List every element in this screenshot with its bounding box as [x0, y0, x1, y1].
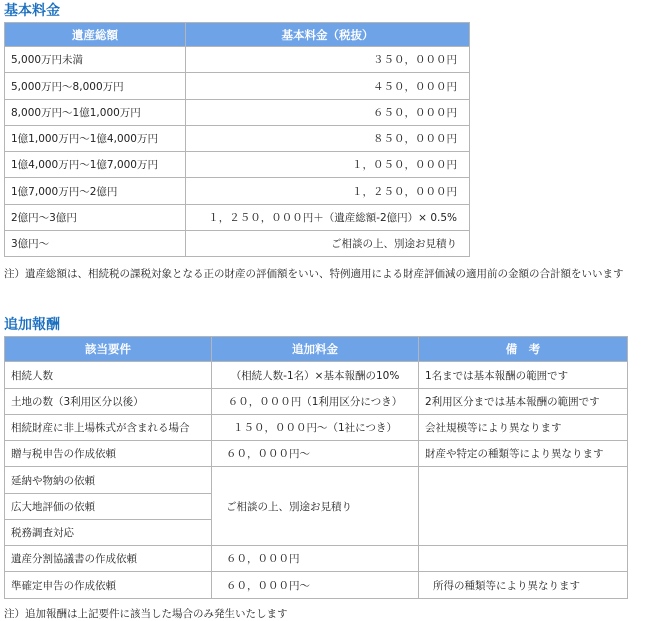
remark-cell: 2利用区分までは基本報酬の範囲です — [419, 389, 628, 415]
additional-fee-cell: （相続人数-1名）×基本報酬の10% — [212, 362, 419, 389]
estate-range: 3億円〜 — [5, 231, 186, 257]
requirement-cell: 延納や物納の依頼 — [5, 467, 212, 494]
additional-fee-cell: ６０，０００円 — [212, 546, 419, 572]
estate-range: 1億7,000万円〜2億円 — [5, 178, 186, 205]
remark-cell — [419, 546, 628, 572]
basic-fee-amount: ご相談の上、別途お見積り — [186, 231, 470, 257]
additional-fee-cell: ６０，０００円（1利用区分につき） — [212, 389, 419, 415]
requirement-cell: 土地の数（3利用区分以後） — [5, 389, 212, 415]
basic-fee-amount: ４５０，０００円 — [186, 73, 470, 100]
additional-fee-cell: １５０，０００円〜（1社につき） — [212, 415, 419, 441]
table-row — [5, 73, 470, 100]
basic-fee-table — [4, 22, 470, 257]
remark-cell: 財産や特定の種類等により異なります — [419, 441, 628, 467]
basic-fee-header-row — [5, 23, 470, 47]
requirement-cell: 相続財産に非上場株式が含まれる場合 — [5, 415, 212, 441]
remark-cell — [419, 467, 628, 546]
estate-range: 5,000万円未満 — [5, 47, 186, 73]
estate-range: 2億円〜3億円 — [5, 205, 186, 231]
basic-fee-amount: ３５０，０００円 — [186, 47, 470, 73]
basic-fee-amount: ６５０，０００円 — [186, 100, 470, 126]
basic-fee-amount: １，２５０，０００円＋（遺産総額-2億円）× 0.5% — [186, 205, 470, 231]
table-row — [5, 572, 628, 599]
header-requirement: 該当要件 — [5, 337, 212, 362]
header-basic-fee: 基本料金（税抜） — [186, 23, 470, 47]
remark-cell: 1名までは基本報酬の範囲です — [419, 362, 628, 389]
remark-cell: 所得の種類等により異なります — [419, 572, 628, 599]
estate-range: 8,000万円〜1億1,000万円 — [5, 100, 186, 126]
table-row — [5, 126, 470, 152]
table-row — [5, 205, 470, 231]
table-row — [5, 231, 470, 257]
additional-fee-note: 注）追加報酬は上記要件に該当した場合のみ発生いたします — [4, 608, 288, 620]
estate-range: 5,000万円〜8,000万円 — [5, 73, 186, 100]
requirement-cell: 準確定申告の作成依頼 — [5, 572, 212, 599]
additional-fee-cell: ６０，０００円〜 — [212, 572, 419, 599]
estate-range: 1億4,000万円〜1億7,000万円 — [5, 152, 186, 178]
basic-fee-amount: １，０５０，０００円 — [186, 152, 470, 178]
header-estate-total: 遺産総額 — [5, 23, 186, 47]
table-row — [5, 467, 628, 494]
basic-fee-amount: ８５０，０００円 — [186, 126, 470, 152]
table-row — [5, 389, 628, 415]
table-row — [5, 362, 628, 389]
basic-fee-amount: １，２５０，０００円 — [186, 178, 470, 205]
table-row — [5, 415, 628, 441]
table-row — [5, 47, 470, 73]
requirement-cell: 税務調査対応 — [5, 520, 212, 546]
estate-range: 1億1,000万円〜1億4,000万円 — [5, 126, 186, 152]
remark-cell: 会社規模等により異なります — [419, 415, 628, 441]
additional-fee-header-row — [5, 337, 628, 362]
additional-fee-cell: ６０，０００円〜 — [212, 441, 419, 467]
table-row — [5, 441, 628, 467]
basic-fee-note: 注）遺産総額は、相続税の課税対象となる正の財産の評価額をいい、特例適用による財産評価減の適用前の金額の合計額をいいます — [4, 268, 624, 280]
basic-fee-title: 基本料金 — [4, 3, 60, 19]
table-row — [5, 100, 470, 126]
table-row — [5, 152, 470, 178]
additional-fee-title: 追加報酬 — [4, 317, 60, 333]
table-row — [5, 546, 628, 572]
additional-fee-cell: ご相談の上、別途お見積り — [212, 467, 419, 546]
additional-fee-table — [4, 336, 628, 599]
table-row — [5, 178, 470, 205]
header-additional-fee: 追加料金 — [212, 337, 419, 362]
requirement-cell: 相続人数 — [5, 362, 212, 389]
requirement-cell: 贈与税申告の作成依頼 — [5, 441, 212, 467]
requirement-cell: 広大地評価の依頼 — [5, 494, 212, 520]
header-remarks: 備 考 — [419, 337, 628, 362]
requirement-cell: 遺産分割協議書の作成依頼 — [5, 546, 212, 572]
